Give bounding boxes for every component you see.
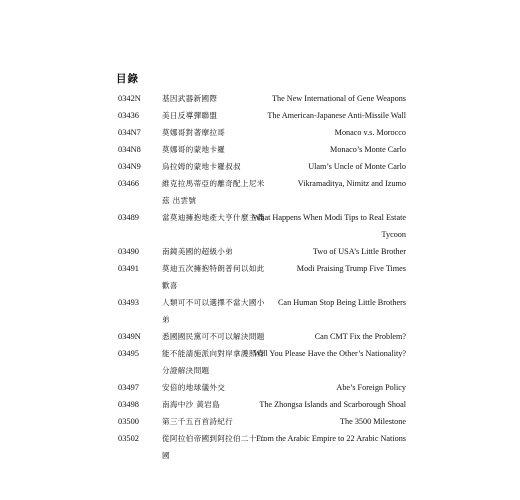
entry-code: 0349N: [118, 332, 141, 341]
toc-entry: [116, 243, 406, 260]
entry-english-title: Can Human Stop Being Little Brothers: [277, 298, 406, 307]
entry-code: 034N7: [118, 128, 141, 137]
entry-chinese-title: 從阿拉伯帝國到阿拉伯二十二國: [162, 434, 265, 460]
toc-entry: [116, 175, 406, 209]
entry-chinese-title: 能不能請施派向對岸拿護照身分證解決問題: [162, 349, 265, 375]
entry-code: 03436: [118, 111, 139, 120]
toc-entry: [116, 328, 406, 345]
entry-english-title: The 3500 Milestone: [340, 417, 406, 426]
toc-entry: [116, 260, 406, 294]
entry-code: 03500: [118, 417, 139, 426]
toc-entry: [116, 379, 406, 396]
entry-english-title: Vikramaditya, Nimitz and Izumo: [297, 179, 406, 188]
toc-entry: [116, 124, 406, 141]
entry-chinese-title: 莫迪五次擁抱特朗普何以如此歡喜: [162, 264, 265, 290]
entry-code: 03502: [118, 434, 139, 443]
toc-entry: [116, 345, 406, 379]
toc-entry: [116, 141, 406, 158]
entry-code: 034N9: [118, 162, 141, 171]
entry-chinese-title: 莫娜哥的蒙地卡羅: [162, 145, 226, 154]
entry-chinese-title: 悉國國民黨可不可以解決問題: [162, 332, 265, 341]
entry-english-title: Two of USA’s Little Brother: [312, 247, 406, 256]
toc-entry: [116, 107, 406, 124]
entry-english-title: Abe’s Foreign Policy: [336, 383, 406, 392]
toc-heading: 目錄: [116, 73, 139, 85]
toc-entry: [116, 209, 406, 243]
entry-english-title: The American-Japanese Anti-Missile Wall: [267, 111, 406, 120]
entry-chinese-title: 莫娜哥對著摩拉哥: [162, 128, 226, 137]
entry-chinese-title: 南海中沙 黃岩島: [162, 400, 220, 409]
entry-english-title: Ulam’s Uncle of Monte Carlo: [308, 162, 406, 171]
entry-english-title: What Happens When Modi Tips to Real Estate Tycoon: [252, 213, 406, 239]
entry-code: 03491: [118, 264, 139, 273]
entry-code: 03490: [118, 247, 139, 256]
entry-chinese-title: 烏拉姆的蒙地卡羅叔叔: [162, 162, 241, 171]
entry-english-title: The Zhongsa Islands and Scarborough Shoal: [259, 400, 406, 409]
entry-chinese-title: 當莫迪擁抱地產大亨什麼主義: [162, 213, 265, 222]
entry-chinese-title: 基因武器新國際: [162, 94, 218, 103]
entry-chinese-title: 維克拉馬蒂亞的離奇配上尼米茲 出雲號: [162, 179, 265, 205]
entry-code: 034N8: [118, 145, 141, 154]
toc-list: [116, 90, 406, 464]
entry-english-title: Will You Please Have the Other’s Nationality?: [253, 349, 406, 358]
entry-english-title: Can CMT Fix the Problem?: [314, 332, 406, 341]
entry-chinese-title: 人類可不可以選擇不當大國小弟: [162, 298, 265, 324]
entry-code: 0342N: [118, 94, 141, 103]
toc-entry: [116, 158, 406, 175]
entry-english-title: The New International of Gene Weapons: [271, 94, 406, 103]
entry-code: 03498: [118, 400, 139, 409]
toc-entry: [116, 294, 406, 328]
entry-code: 03466: [118, 179, 139, 188]
entry-code: 03493: [118, 298, 139, 307]
entry-chinese-title: 安倍的地球儀外交: [162, 383, 226, 392]
entry-chinese-title: 美日反導彈聯盟: [162, 111, 218, 120]
entry-english-title: Modi Praising Trump Five Times: [296, 264, 406, 273]
entry-english-title: From the Arabic Empire to 22 Arabic Nations: [256, 434, 406, 443]
entry-code: 03489: [118, 213, 139, 222]
entry-code: 03497: [118, 383, 139, 392]
entry-chinese-title: 第三千五百首詩紀行: [162, 417, 234, 426]
toc-entry: [116, 396, 406, 413]
toc-entry: [116, 430, 406, 464]
entry-english-title: Monaco v.s. Morocco: [334, 128, 406, 137]
toc-entry: [116, 413, 406, 430]
toc-entry: [116, 90, 406, 107]
entry-english-title: Monaco’s Monte Carlo: [330, 145, 406, 154]
entry-chinese-title: 南鏡美國的超級小弟: [162, 247, 234, 256]
entry-code: 03495: [118, 349, 139, 358]
